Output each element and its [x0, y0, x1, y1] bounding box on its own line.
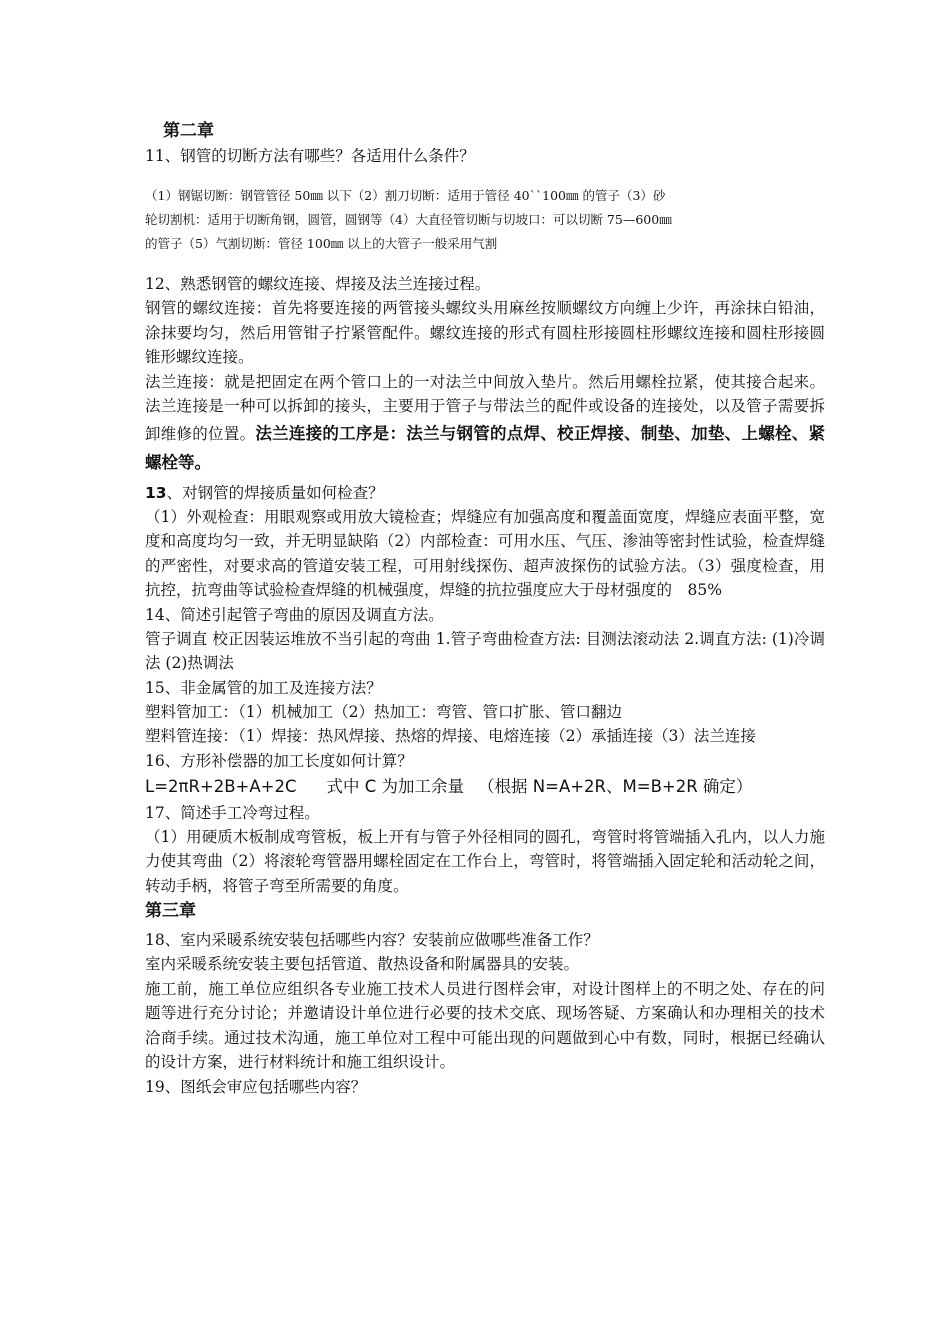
formula: L=2πR+2B+A+2C [145, 776, 297, 796]
question-15: 15、非金属管的加工及连接方法？ [145, 678, 382, 697]
answer-18-scope: 室内采暖系统安装主要包括管道、散热设备和附属器具的安装。 [145, 955, 580, 973]
answer-12-flange-text: 法兰连接：就是把固定在两个管口上的一对法兰中间放入垫片。然后用螺栓拉紧，使其接合起来。法兰连接是一种可以拆卸的接头，主要用于管子与带法兰的配件或设备的连接处，以及管子需要拆卸维修的位置。 [145, 372, 825, 443]
answer-17: （1）用硬质木板制成弯管板，板上开有与管子外径相同的圆孔，弯管时将管端插入孔内，以人力施力使其弯曲（2）将滚轮弯管器用螺栓固定在工作台上，弯管时，将管端插入固定轮和活动轮之间，转动手柄，将管子弯至所需要的角度。 [145, 827, 825, 895]
question-17: 17、简述手工冷弯过程。 [145, 803, 320, 822]
question-19: 19、图纸会审应包括哪些内容？ [145, 1077, 367, 1096]
question-13-number: 13 [145, 483, 167, 502]
answer-11-line-2: 轮切割机：适用于切断角钢，圆管，圆钢等（4）大直径管切断与切坡口：可以切断 75—600㎜ [145, 212, 672, 227]
question-14: 14、简述引起管子弯曲的原因及调直方法。 [145, 605, 444, 624]
question-11: 11、钢管的切断方法有哪些？各适用什么条件？ [145, 147, 475, 165]
chapter-2-heading: 第二章 [163, 121, 214, 141]
question-12: 12、熟悉钢管的螺纹连接、焊接及法兰连接过程。 [145, 275, 491, 293]
answer-11-line-3: 的管子（5）气割切断：管径 100㎜ 以上的大管子一般采用气割 [145, 236, 498, 251]
answer-14: 管子调直 校正因装运堆放不当引起的弯曲 1.管子弯曲检查方法: 目测法滚动法 2.调直方法: (1)冷调法 (2)热调法 [145, 629, 825, 672]
answer-12-flange [145, 370, 825, 477]
question-13-text: 、对钢管的焊接质量如何检查？ [166, 483, 384, 502]
question-18: 18、室内采暖系统安装包括哪些内容？安装前应做哪些准备工作？ [145, 931, 599, 949]
chapter-3-heading: 第三章 [145, 901, 196, 921]
answer-15-connection: 塑料管连接：（1）焊接：热风焊接、热熔的焊接、电熔连接（2）承插连接（3）法兰连接 [145, 727, 756, 745]
document-page [145, 118, 825, 1099]
answer-11-line-1: （1）钢锯切断：钢管管径 50㎜ 以下（2）割刀切断：适用于管径 40``100㎜ 的管子（3）砂 [145, 188, 666, 203]
question-16: 16、方形补偿器的加工长度如何计算？ [145, 751, 413, 770]
answer-16-formula-line [145, 773, 825, 801]
answer-18-preparation: 施工前，施工单位应组织各专业施工技术人员进行图样会审，对设计图样上的不明之处、存在的问题等进行充分讨论；并邀请设计单位进行必要的技术交底、现场答疑、方案确认和办理相关的技术洽商手续。通过技术沟通，施工单位对工程中可能出现的问题做到心中有数，同时，根据已经确认的设计方案，进行材料统计和施工组织设计。 [145, 979, 825, 1071]
answer-12-flange-process: 法兰连接的工序是：法兰与钢管的点焊、校正焊接、制垫、加垫、上螺栓、紧螺栓等。 [145, 423, 825, 472]
answer-12-thread: 钢管的螺纹连接：首先将要连接的两管接头螺纹头用麻丝按顺螺纹方向缠上少许，再涂抹白铅油，涂抹要均匀，然后用管钳子拧紧管配件。螺纹连接的形式有圆柱形接圆柱形螺纹连接和圆柱形接圆锥形螺纹连接。 [145, 299, 825, 366]
question-13 [145, 481, 825, 505]
answer-13: （1）外观检查：用眼观察或用放大镜检查；焊缝应有加强高度和覆盖面宽度，焊缝应表面平整，宽度和高度均匀一致，并无明显缺陷（2）内部检查：可用水压、气压、渗油等密封性试验，检查焊缝的严密性，对要求高的管道安装工程，可用射线探伤、超声波探伤的试验方法。（3）强度检查，用抗控，抗弯曲等试验检查焊缝的机械强度，焊缝的抗拉强度应大于母材强度的 85% [145, 507, 825, 599]
answer-15-processing: 塑料管加工：（1）机械加工（2）热加工：弯管、管口扩胀、管口翻边 [145, 702, 622, 721]
formula-basis: （根据 N=A+2R、M=B+2R 确定） [478, 776, 753, 796]
formula-note: 式中 C 为加工余量 [326, 776, 465, 796]
